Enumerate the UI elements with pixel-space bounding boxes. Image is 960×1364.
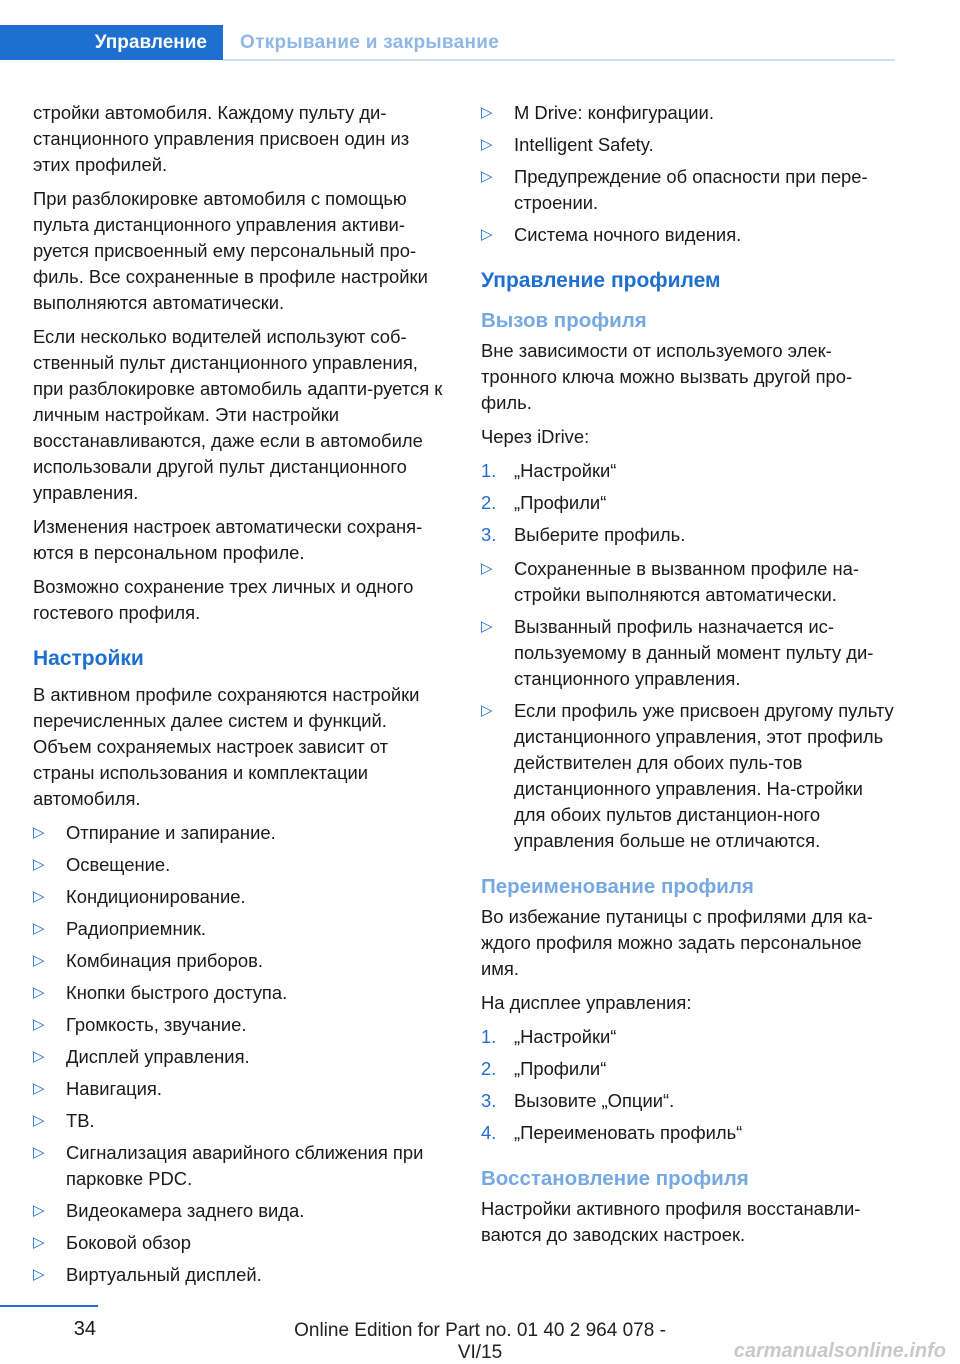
step-text: „Настройки“ (514, 1026, 617, 1047)
list-item: ▷ Если профиль уже присвоен другому пульту дистанционного управления, этот профиль действителен для обоих пуль-тов дистанционного управления. На-стройки для обоих пультов дистанцион-ного управления больше не отличаются. (481, 698, 895, 854)
list-item: ▷ Радиоприемник. (33, 916, 447, 942)
watermark: carmanualsonline.info (733, 1340, 946, 1362)
list-item: ▷ Сохраненные в вызванном профиле на-стройки выполняются автоматически. (481, 556, 895, 608)
paragraph: При разблокировке автомобиля с помощью пульта дистанционного управления активи-руется присвоенный ему персональный про-филь. Все сохраненные в профиле настройки выполняются автоматически. (33, 188, 428, 313)
step-number: 1. (481, 1026, 497, 1047)
step-item (481, 1056, 895, 1082)
list-item: ▷ Intelligent Safety. (481, 132, 895, 158)
step-text: Выберите профиль. (514, 524, 686, 545)
list-item: ▷ Комбинация приборов. (33, 948, 447, 974)
section-tab (0, 25, 223, 60)
settings-description: В активном профиле сохраняются настройки перечисленных далее систем и функций. Объем сохраняемых настроек зависит от страны использования и комплектации автомобиля. (33, 684, 420, 809)
step-text: „Профили“ (514, 1058, 607, 1079)
list-item: ▷ Громкость, звучание. (33, 1012, 447, 1038)
paragraph: Через iDrive: (481, 426, 590, 447)
list-item: ▷ Дисплей управления. (33, 1044, 447, 1070)
list-item: ▷ Навигация. (33, 1076, 447, 1102)
heading-profile-management: Управление профилем (481, 269, 721, 292)
paragraph: Во избежание путаницы с профилями для ка-ждого профиля можно задать персональное имя. (481, 906, 873, 979)
step-item (481, 522, 895, 548)
paragraph: Настройки активного профиля восстанавли-ваются до заводских настроек. (481, 1198, 861, 1245)
paragraph: Если несколько водителей используют соб-ственный пульт дистанционного управления, при разблокировке автомобиль адапти-руется к личным настройкам. Эти настройки восстанавливаются, даже если в автомобиле использовали другой пульт дистанционного управления. (33, 326, 443, 503)
step-text: „Переименовать профиль“ (514, 1122, 743, 1143)
step-number: 3. (481, 524, 497, 545)
list-item: ▷ Видеокамера заднего вида. (33, 1198, 447, 1224)
list-item: ▷ Сигнализация аварийного сближения при парковке PDC. (33, 1140, 447, 1192)
step-text: „Настройки“ (514, 460, 617, 481)
step-number: 3. (481, 1090, 497, 1111)
right-column (481, 100, 895, 1256)
settings-list-continued (481, 100, 895, 248)
step-number: 2. (481, 492, 497, 513)
settings-list (33, 820, 447, 1288)
step-number: 2. (481, 1058, 497, 1079)
footer-rule (0, 1305, 98, 1307)
heading-settings: Настройки (33, 647, 144, 670)
list-item: ▷ M Drive: конфигурации. (481, 100, 895, 126)
list-item: ▷ Отпирание и запирание. (33, 820, 447, 846)
step-text: Вызовите „Опции“. (514, 1090, 675, 1111)
rename-steps (481, 1024, 895, 1146)
heading-restore-profile: Восстановление профиля (481, 1167, 749, 1190)
page-number: 34 (73, 1318, 96, 1340)
step-item (481, 490, 895, 516)
heading-rename-profile: Переименование профиля (481, 875, 754, 898)
list-item: ▷ Предупреждение об опасности при пере-строении. (481, 164, 895, 216)
step-item (481, 1088, 895, 1114)
list-item: ▷ Боковой обзор (33, 1230, 447, 1256)
step-item (481, 458, 895, 484)
call-steps (481, 458, 895, 548)
section-title: Управление (94, 32, 207, 53)
step-item (481, 1120, 895, 1146)
call-notes (481, 556, 895, 854)
step-number: 1. (481, 460, 497, 481)
list-item: ▷ Система ночного видения. (481, 222, 895, 248)
list-item: ▷ Освещение. (33, 852, 447, 878)
header-rule (223, 59, 895, 61)
list-item: ▷ Вызванный профиль назначается ис-пользуемому в данный момент пульту ди-станционного управления. (481, 614, 895, 692)
heading-call-profile: Вызов профиля (481, 309, 647, 332)
chapter-title: Открывание и закрывание (240, 32, 500, 53)
list-item: ▷ ТВ. (33, 1108, 447, 1134)
paragraph: стройки автомобиля. Каждому пульту ди-станционного управления присвоен один из этих профилей. (33, 102, 410, 175)
paragraph: Вне зависимости от используемого элек-тронного ключа можно вызвать другой про-филь. (481, 340, 853, 413)
page-header (0, 25, 895, 62)
list-item: ▷ Кнопки быстрого доступа. (33, 980, 447, 1006)
edition-note: Online Edition for Part no. 01 40 2 964 078 - VI/15 (294, 1320, 666, 1363)
left-column (33, 100, 447, 1296)
list-item: ▷ Виртуальный дисплей. (33, 1262, 447, 1288)
paragraph: Изменения настроек автоматически сохраня-ются в персональном профиле. (33, 516, 423, 563)
list-item: ▷ Кондиционирование. (33, 884, 447, 910)
step-number: 4. (481, 1122, 497, 1143)
step-item (481, 1024, 895, 1050)
step-text: „Профили“ (514, 492, 607, 513)
paragraph: Возможно сохранение трех личных и одного гостевого профиля. (33, 576, 414, 623)
paragraph: На дисплее управления: (481, 992, 692, 1013)
